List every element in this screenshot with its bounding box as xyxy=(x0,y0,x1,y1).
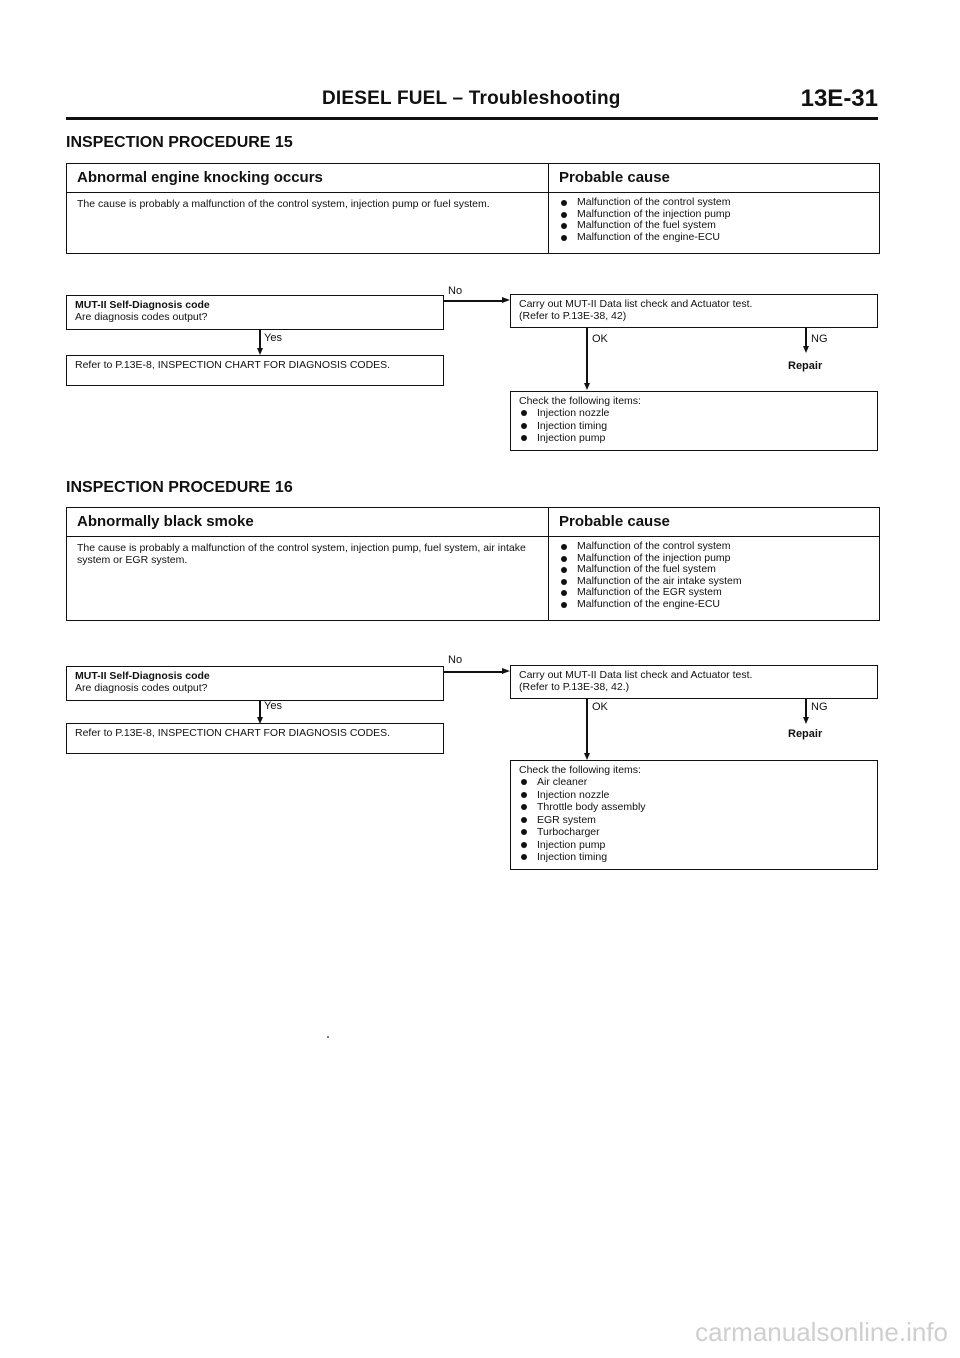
arrow-right-icon xyxy=(502,668,510,674)
probable-cause-list xyxy=(549,193,880,254)
procedure-16-cause-table xyxy=(66,507,880,621)
list-item: Injection pump xyxy=(519,432,869,445)
ng-label: NG xyxy=(811,701,828,713)
list-item: Injection timing xyxy=(519,851,869,864)
check-items-box xyxy=(510,391,878,451)
list-item: Malfunction of the control system xyxy=(559,197,869,209)
probable-cause-heading: Probable cause xyxy=(549,508,880,537)
list-item: Throttle body assembly xyxy=(519,801,869,814)
no-connector xyxy=(444,300,504,302)
data-list-box xyxy=(510,294,878,328)
symptom-heading: Abnormally black smoke xyxy=(67,508,549,537)
check-items-box xyxy=(510,760,878,870)
check-items-title: Check the following items: xyxy=(519,764,641,776)
list-item: Injection timing xyxy=(519,420,869,433)
header-rule xyxy=(66,117,878,120)
refer-text: Refer to P.13E-8, INSPECTION CHART FOR DIAGNOSIS CODES. xyxy=(75,727,391,739)
arrow-down-icon xyxy=(584,753,590,760)
yes-label: Yes xyxy=(264,332,282,344)
ng-connector xyxy=(805,699,807,719)
ok-connector xyxy=(586,699,588,756)
list-item: Air cleaner xyxy=(519,776,869,789)
no-label: No xyxy=(448,654,463,666)
yes-connector xyxy=(259,330,261,350)
arrow-right-icon xyxy=(502,297,510,303)
data-list-ref: (Refer to P.13E-38, 42) xyxy=(519,310,627,322)
list-item: Injection pump xyxy=(519,839,869,852)
scan-speck xyxy=(327,1036,329,1038)
repair-label: Repair xyxy=(788,728,823,740)
list-item: Injection nozzle xyxy=(519,407,869,420)
check-title: MUT-II Self-Diagnosis code xyxy=(75,299,210,311)
check-question: Are diagnosis codes output? xyxy=(75,311,208,323)
data-list-box xyxy=(510,665,878,699)
list-item: EGR system xyxy=(519,814,869,827)
page-title: DIESEL FUEL – Troubleshooting xyxy=(322,88,621,109)
cause-description: The cause is probably a malfunction of the control system, injection pump or fuel system. xyxy=(67,193,549,254)
watermark: carmanualsonline.info xyxy=(695,1317,948,1347)
refer-box xyxy=(66,355,444,386)
ok-connector xyxy=(586,328,588,386)
yes-label: Yes xyxy=(264,700,282,712)
probable-cause-list xyxy=(549,537,880,621)
list-item: Malfunction of the engine-ECU xyxy=(559,232,869,244)
list-item: Malfunction of the control system xyxy=(559,541,869,553)
data-list-text: Carry out MUT-II Data list check and Actuator test. xyxy=(519,669,753,681)
probable-cause-heading: Probable cause xyxy=(549,164,880,193)
data-list-ref: (Refer to P.13E-38, 42.) xyxy=(519,681,630,693)
self-diagnosis-check-box xyxy=(66,295,444,330)
ng-label: NG xyxy=(811,333,828,345)
check-items-title: Check the following items: xyxy=(519,395,641,407)
refer-text: Refer to P.13E-8, INSPECTION CHART FOR DIAGNOSIS CODES. xyxy=(75,359,391,371)
page-number: 13E-31 xyxy=(800,85,878,112)
data-list-text: Carry out MUT-II Data list check and Actuator test. xyxy=(519,298,753,310)
list-item: Malfunction of the injection pump xyxy=(559,553,869,565)
list-item: Malfunction of the fuel system xyxy=(559,220,869,232)
list-item: Malfunction of the engine-ECU xyxy=(559,599,869,611)
list-item: Injection nozzle xyxy=(519,789,869,802)
arrow-down-icon xyxy=(584,383,590,390)
list-item: Malfunction of the air intake system xyxy=(559,576,869,588)
arrow-down-icon xyxy=(257,348,263,355)
procedure-15-title: INSPECTION PROCEDURE 15 xyxy=(66,134,293,151)
repair-label: Repair xyxy=(788,360,823,372)
procedure-16-title: INSPECTION PROCEDURE 16 xyxy=(66,479,293,496)
no-label: No xyxy=(448,285,463,297)
arrow-down-icon xyxy=(803,717,809,724)
self-diagnosis-check-box xyxy=(66,666,444,701)
procedure-15-cause-table xyxy=(66,163,880,254)
list-item: Malfunction of the injection pump xyxy=(559,209,869,221)
no-connector xyxy=(444,671,504,673)
list-item: Malfunction of the EGR system xyxy=(559,587,869,599)
list-item: Turbocharger xyxy=(519,826,869,839)
list-item: Malfunction of the fuel system xyxy=(559,564,869,576)
symptom-heading: Abnormal engine knocking occurs xyxy=(67,164,549,193)
check-question: Are diagnosis codes output? xyxy=(75,682,208,694)
ok-label: OK xyxy=(592,333,608,345)
ok-label: OK xyxy=(592,701,608,713)
cause-description: The cause is probably a malfunction of the control system, injection pump, fuel system, air intake system or EGR system. xyxy=(67,537,549,621)
arrow-down-icon xyxy=(803,346,809,353)
check-title: MUT-II Self-Diagnosis code xyxy=(75,670,210,682)
refer-box xyxy=(66,723,444,754)
ng-connector xyxy=(805,328,807,348)
